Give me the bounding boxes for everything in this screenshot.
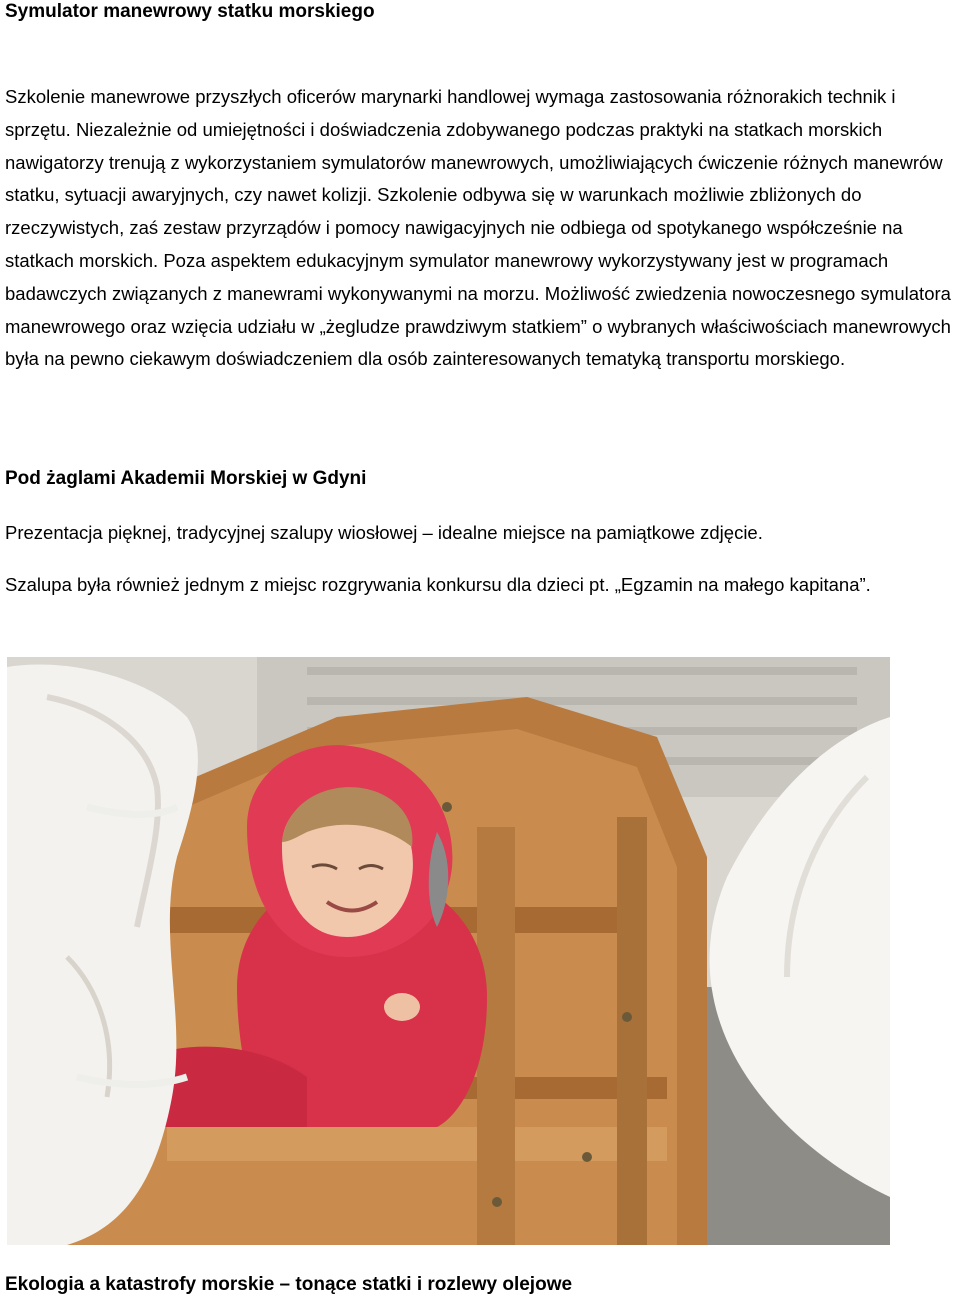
section-heading-sails: Pod żaglami Akademii Morskiej w Gdyni — [5, 468, 367, 489]
lifeboat-photo — [7, 657, 890, 1245]
section-heading-simulator: Symulator manewrowy statku morskiego — [5, 1, 375, 22]
paragraph-lifeboat: Szalupa była również jednym z miejsc rozgrywania konkursu dla dzieci pt. „Egzamin na małego kapitana”. — [5, 574, 871, 595]
section-heading-ecology: Ekologia a katastrofy morskie – tonące statki i rozlewy olejowe — [5, 1274, 573, 1295]
paragraph-simulator: Szkolenie manewrowe przyszłych oficerów marynarki handlowej wymaga zastosowania różnorakich technik i sprzętu. Niezależnie od umiejętności i doświadczenia zdobywanego podczas praktyki na statkach morskich nawigatorzy trenują z wykorzystaniem symulatorów manewrowych, umożliwiających ćwiczenie różnych manewrów statku, sytuacji awaryjnych, czy nawet kolizji. Szkolenie odbywa się w warunkach możliwie zbliżonych do rzeczywistych, zaś zestaw przyrządów i pomocy nawigacyjnych nie odbiega od spotykanego współcześnie na statkach morskich. Poza aspektem edukacyjnym symulator manewrowy wykorzystywany jest w programach badawczych związanych z manewrami wykonywanymi na morzu. Możliwość zwiedzenia nowoczesnego symulatora manewrowego oraz wzięcia udziału w „żegludze prawdziwym statkiem” o wybranych właściwościach manewrowych była na pewno ciekawym doświadczeniem dla osób zainteresowanych tematyką transportu morskiego. — [5, 86, 951, 370]
paragraph-presentation: Prezentacja pięknej, tradycyjnej szalupy wiosłowej – idealne miejsce na pamiątkowe zdjęcie. — [5, 522, 763, 543]
